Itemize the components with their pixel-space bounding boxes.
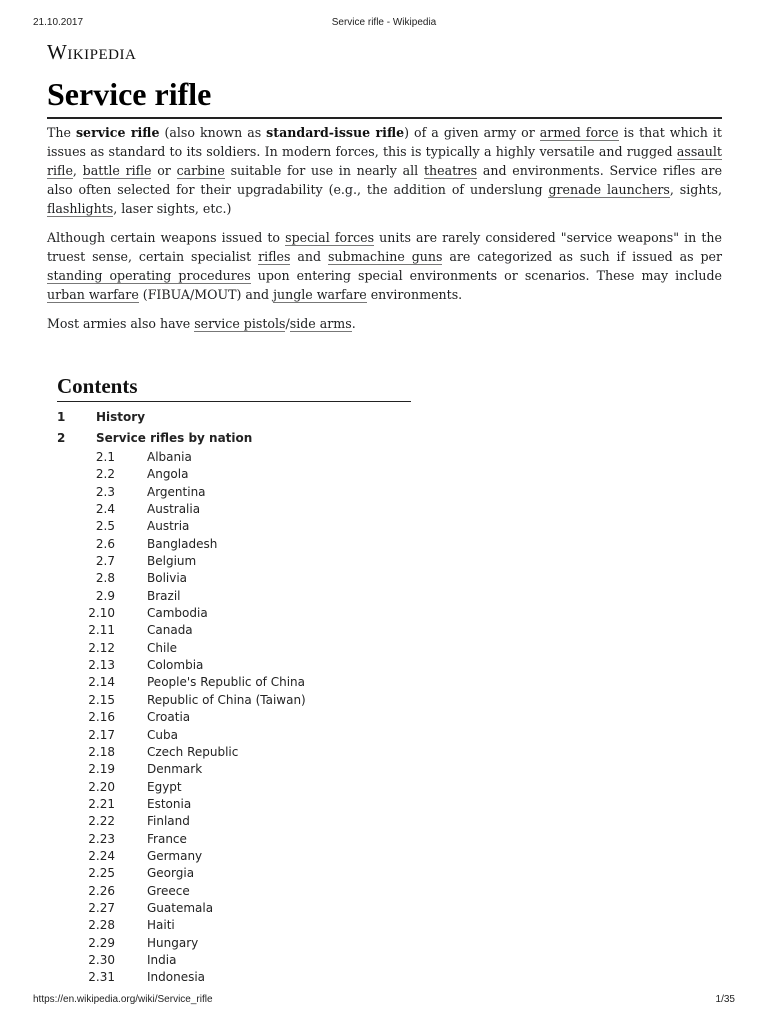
toc-subitem[interactable] <box>57 553 411 570</box>
text-run: suitable for use in nearly all <box>224 163 424 178</box>
toc-subitem[interactable] <box>57 709 411 726</box>
text-run: (FIBUA/MOUT) and <box>138 287 274 302</box>
toc-number: 2.9 <box>95 588 115 603</box>
toc-label[interactable]: Brazil <box>147 588 181 603</box>
toc-label[interactable]: Chile <box>147 640 178 655</box>
print-url: https://en.wikipedia.org/wiki/Service_rifle <box>33 994 213 1005</box>
toc-number: 2.10 <box>88 606 115 621</box>
print-date: 21.10.2017 <box>33 17 84 28</box>
article-link[interactable]: rifles <box>258 249 291 264</box>
toc-number: 1 <box>57 410 66 424</box>
article-link[interactable]: special forces <box>285 230 375 245</box>
toc-subitem[interactable] <box>57 796 411 813</box>
toc-label[interactable]: India <box>147 952 177 967</box>
toc-number: 2.23 <box>88 831 115 846</box>
text-run: and <box>290 249 328 264</box>
toc-subitem[interactable] <box>57 501 411 518</box>
article-link[interactable]: armed force <box>539 125 619 140</box>
toc-number: 2.13 <box>88 658 115 673</box>
toc-label[interactable]: Estonia <box>147 796 192 811</box>
toc-label[interactable]: Albania <box>147 450 192 464</box>
toc-number: 2.29 <box>88 935 115 950</box>
text-run: (also known as <box>159 125 267 140</box>
toc-number: 2.5 <box>95 519 115 534</box>
toc-number: 2.2 <box>95 467 115 482</box>
toc-number: 2.22 <box>88 814 115 829</box>
toc-number: 2.14 <box>88 675 115 690</box>
toc-number: 2.1 <box>95 450 115 464</box>
wikipedia-logo[interactable]: Wikipedia <box>47 40 137 64</box>
article-body <box>47 123 722 343</box>
toc-item[interactable] <box>57 407 411 428</box>
toc-label[interactable]: Service rifles by nation <box>96 431 253 445</box>
paragraph-1 <box>47 123 722 218</box>
text-run: or <box>151 163 177 178</box>
toc-label[interactable]: Denmark <box>147 762 203 777</box>
toc-label[interactable]: Cuba <box>147 727 178 742</box>
toc-label[interactable]: Austria <box>147 519 190 534</box>
toc-number: 2.30 <box>88 952 115 967</box>
table-of-contents <box>57 372 411 987</box>
article-link[interactable]: standing operating procedures <box>47 268 251 283</box>
text-run: is that which it issues as standard to its soldiers. In modern forces, this is typically a highly versatile and rugged <box>47 125 722 159</box>
toc-number: 2.26 <box>88 883 115 898</box>
toc-subitem[interactable] <box>57 883 411 900</box>
toc-number: 2.27 <box>88 900 115 915</box>
toc-label[interactable]: Argentina <box>147 484 206 499</box>
article-link[interactable]: carbine <box>176 163 225 178</box>
toc-label[interactable]: Bolivia <box>147 571 188 586</box>
toc-label[interactable]: Cambodia <box>147 606 208 621</box>
toc-subitem[interactable] <box>57 518 411 535</box>
toc-number: 2.18 <box>88 744 115 759</box>
article-link[interactable]: theatres <box>423 163 478 178</box>
toc-number: 2.6 <box>95 536 115 551</box>
article-link[interactable]: assault rifle <box>47 144 722 178</box>
toc-label[interactable]: Indonesia <box>147 970 206 985</box>
text-run: Although certain weapons issued to <box>47 230 286 245</box>
toc-subitem[interactable] <box>57 900 411 917</box>
text-run: units are rarely considered "service weapons" in the truest sense, certain specialist <box>47 230 722 264</box>
toc-label[interactable]: Greece <box>147 883 190 898</box>
toc-label[interactable]: Croatia <box>147 710 191 725</box>
article-link[interactable]: flashlights <box>47 201 114 216</box>
toc-number: 2.3 <box>95 484 115 499</box>
text-run: ) of a given army or <box>404 125 540 140</box>
toc-heading: Contents <box>57 372 411 402</box>
toc-number: 2.12 <box>88 640 115 655</box>
article-link[interactable]: grenade launchers <box>548 182 670 197</box>
toc-subitem[interactable] <box>57 588 411 605</box>
toc-subitem[interactable] <box>57 865 411 882</box>
text-run: . <box>351 316 356 331</box>
toc-number: 2.24 <box>88 848 115 863</box>
toc-subitem[interactable] <box>57 848 411 865</box>
bold-term: service rifle <box>75 125 160 140</box>
page-number: 1/35 <box>715 994 735 1005</box>
toc-number: 2.28 <box>88 918 115 933</box>
text-run: / <box>285 316 290 331</box>
toc-subitem[interactable] <box>57 622 411 639</box>
article-link[interactable]: side arms <box>289 316 352 331</box>
toc-subitem[interactable] <box>57 605 411 622</box>
toc-subitem[interactable] <box>57 779 411 796</box>
text-run: , laser sights, etc.) <box>113 201 232 216</box>
toc-label[interactable]: Colombia <box>147 658 204 673</box>
toc-subitem[interactable] <box>57 952 411 969</box>
print-page-title: Service rifle - Wikipedia <box>331 17 437 28</box>
toc-item[interactable] <box>57 428 411 449</box>
toc-label[interactable]: Bangladesh <box>147 536 218 551</box>
toc-subitem[interactable] <box>57 466 411 483</box>
print-footer <box>33 994 735 1008</box>
toc-number: 2.17 <box>88 727 115 742</box>
toc-subitem[interactable] <box>57 536 411 553</box>
toc-number: 2.16 <box>88 710 115 725</box>
article-link[interactable]: urban warfare <box>47 287 139 302</box>
page-title: Service rifle <box>47 74 722 119</box>
toc-label[interactable]: Guatemala <box>147 900 214 915</box>
toc-label[interactable]: Czech Republic <box>147 744 239 759</box>
toc-label[interactable]: Haiti <box>147 918 175 933</box>
toc-subitem[interactable] <box>57 935 411 952</box>
toc-label[interactable]: Canada <box>147 623 193 638</box>
toc-number: 2.20 <box>88 779 115 794</box>
toc-subitem[interactable] <box>57 917 411 934</box>
toc-number: 2.21 <box>88 796 115 811</box>
toc-label[interactable]: Hungary <box>147 935 199 950</box>
text-run: , <box>72 163 83 178</box>
toc-number: 2.25 <box>88 866 115 881</box>
toc-label[interactable]: Egypt <box>147 779 182 794</box>
toc-label[interactable]: Australia <box>147 502 201 517</box>
text-run: environments. <box>366 287 463 302</box>
text-run: are categorized as such if issued as per <box>442 249 723 264</box>
toc-number: 2.19 <box>88 762 115 777</box>
toc-number: 2.8 <box>95 571 115 586</box>
toc-label[interactable]: Republic of China (Taiwan) <box>147 692 306 707</box>
paragraph-2 <box>47 228 722 304</box>
toc-subitem[interactable] <box>57 692 411 709</box>
toc-label[interactable]: Belgium <box>147 554 197 569</box>
toc-number: 2 <box>57 431 66 445</box>
toc-number: 2.31 <box>88 970 115 985</box>
toc-label[interactable]: People's Republic of China <box>147 675 305 690</box>
text-run: and environments. Service rifles are also often selected for their upgradability (e.g., the addition of underslung <box>47 163 723 197</box>
text-run: upon entering special environments or scenarios. These may include <box>250 268 722 283</box>
toc-subitem[interactable] <box>57 449 411 466</box>
article-link[interactable]: service pistols <box>194 316 286 331</box>
toc-subitem[interactable] <box>57 484 411 501</box>
toc-number: 2.4 <box>95 502 115 517</box>
toc-subitem[interactable] <box>57 761 411 778</box>
toc-label[interactable]: Finland <box>147 814 190 829</box>
toc-label[interactable]: History <box>96 410 146 424</box>
toc-label[interactable]: Angola <box>147 467 189 482</box>
toc-subitem[interactable] <box>57 831 411 848</box>
toc-subitem[interactable] <box>57 674 411 691</box>
print-header <box>33 17 735 31</box>
text-run: , sights, <box>669 182 723 197</box>
toc-label[interactable]: France <box>147 831 187 846</box>
toc-subitem[interactable] <box>57 969 411 986</box>
toc-list <box>57 407 411 987</box>
article-link[interactable]: battle rifle <box>82 163 152 178</box>
toc-label[interactable]: Georgia <box>147 866 195 881</box>
article-link[interactable]: jungle warfare <box>273 287 367 302</box>
bold-term: standard-issue rifle <box>266 125 405 140</box>
toc-subitem[interactable] <box>57 657 411 674</box>
toc-subitem[interactable] <box>57 727 411 744</box>
toc-subitem[interactable] <box>57 640 411 657</box>
text-run: Most armies also have <box>47 316 195 331</box>
paragraph-3 <box>47 314 722 333</box>
toc-subitem[interactable] <box>57 813 411 830</box>
text-run: The <box>47 125 76 140</box>
toc-number: 2.11 <box>88 623 115 638</box>
toc-number: 2.7 <box>95 554 115 569</box>
toc-subitem[interactable] <box>57 744 411 761</box>
toc-label[interactable]: Germany <box>147 848 203 863</box>
toc-number: 2.15 <box>88 692 115 707</box>
toc-subitem[interactable] <box>57 570 411 587</box>
article-link[interactable]: submachine guns <box>327 249 443 264</box>
